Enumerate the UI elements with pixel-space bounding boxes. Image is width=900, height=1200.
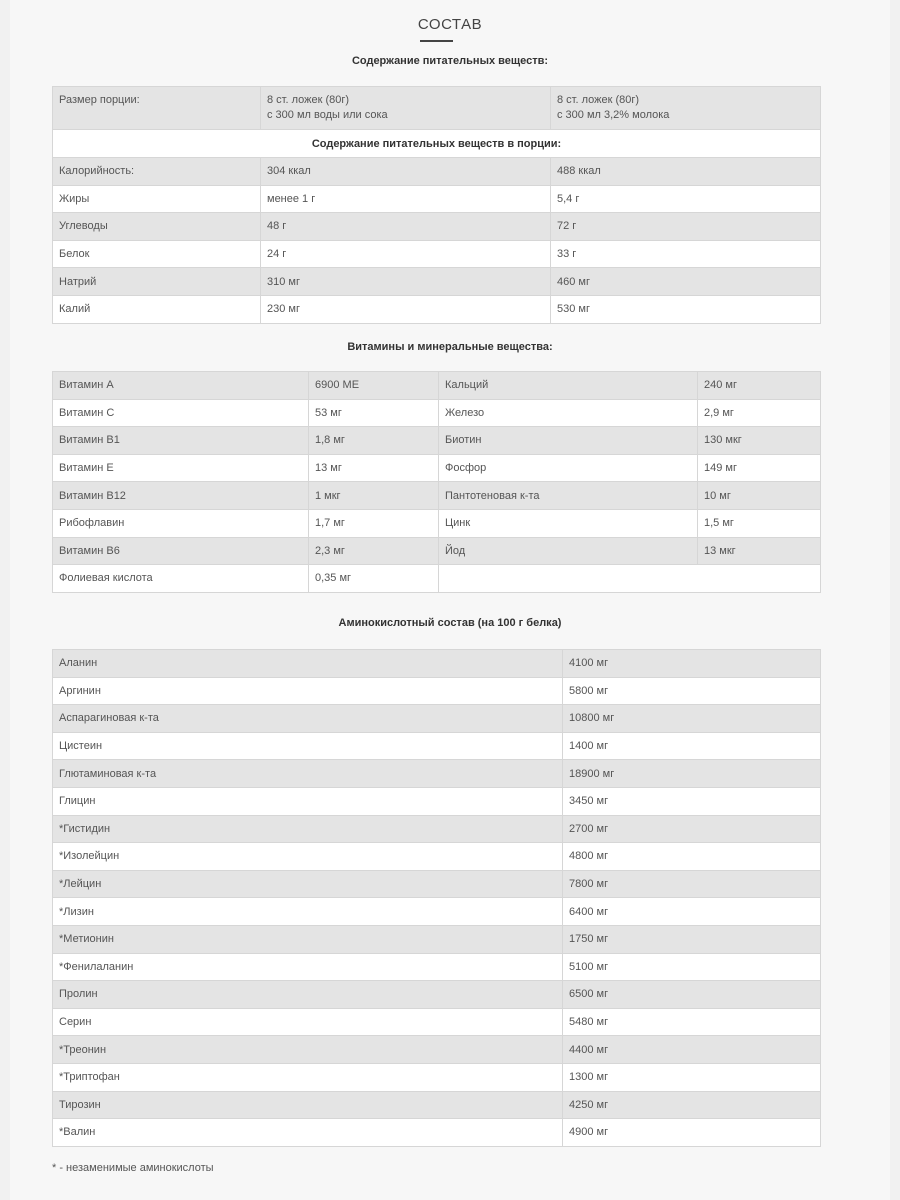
amino-value: 5100 мг <box>563 953 821 981</box>
vitamin-value: 1,8 мг <box>309 427 439 455</box>
table-row <box>53 1119 821 1147</box>
amino-name: Аргинин <box>53 677 563 705</box>
amino-name: *Фенилаланин <box>53 953 563 981</box>
vitamin-value: 1 мкг <box>309 482 439 510</box>
serving-milk-cell <box>551 87 821 130</box>
mineral-value: 1,5 мг <box>698 509 821 537</box>
amino-value: 4400 мг <box>563 1036 821 1064</box>
amino-value: 10800 мг <box>563 705 821 733</box>
table-row <box>53 898 821 926</box>
amino-value: 5800 мг <box>563 677 821 705</box>
empty-cell <box>439 565 821 593</box>
nutrient-water-value: 48 г <box>261 213 551 241</box>
table-row <box>53 482 821 510</box>
table-row <box>53 760 821 788</box>
amino-name: Глицин <box>53 787 563 815</box>
mineral-value: 10 мг <box>698 482 821 510</box>
table-row <box>53 399 821 427</box>
table-row <box>53 240 821 268</box>
amino-name: Тирозин <box>53 1091 563 1119</box>
amino-value: 6400 мг <box>563 898 821 926</box>
vitamins-table <box>52 371 821 593</box>
serving-milk-line2: с 300 мл 3,2% молока <box>557 109 670 121</box>
table-row <box>53 268 821 296</box>
mineral-value: 149 мг <box>698 454 821 482</box>
amino-name: *Изолейцин <box>53 843 563 871</box>
table-row <box>53 870 821 898</box>
table-row <box>53 1091 821 1119</box>
mineral-name: Железо <box>439 399 698 427</box>
composition-page <box>10 0 890 1200</box>
mineral-value: 240 мг <box>698 372 821 400</box>
nutrition-subheading: Содержание питательных веществ в порции: <box>53 130 821 158</box>
amino-value: 4800 мг <box>563 843 821 871</box>
vitamin-value: 0,35 мг <box>309 565 439 593</box>
amino-value: 1750 мг <box>563 925 821 953</box>
serving-water-cell <box>261 87 551 130</box>
page-title: СОСТАВ <box>417 16 483 33</box>
table-row <box>53 981 821 1009</box>
mineral-name: Йод <box>439 537 698 565</box>
nutrient-milk-value: 530 мг <box>551 295 821 323</box>
table-row <box>53 565 821 593</box>
amino-name: *Треонин <box>53 1036 563 1064</box>
table-row <box>53 454 821 482</box>
amino-name: *Гистидин <box>53 815 563 843</box>
table-row <box>53 295 821 323</box>
serving-water-line2: с 300 мл воды или сока <box>267 109 388 121</box>
table-row <box>53 650 821 678</box>
vitamin-name: Рибофлавин <box>53 509 309 537</box>
table-row <box>53 213 821 241</box>
table-row <box>53 185 821 213</box>
nutrient-name: Натрий <box>53 268 261 296</box>
nutrition-subhead-row <box>53 130 821 158</box>
amino-name: Глютаминовая к-та <box>53 760 563 788</box>
table-row <box>53 87 821 130</box>
vitamin-name: Витамин В6 <box>53 537 309 565</box>
vitamin-name: Витамин С <box>53 399 309 427</box>
nutrient-milk-value: 5,4 г <box>551 185 821 213</box>
mineral-value: 13 мкг <box>698 537 821 565</box>
nutrient-name: Белок <box>53 240 261 268</box>
amino-value: 2700 мг <box>563 815 821 843</box>
amino-name: *Метионин <box>53 925 563 953</box>
amino-value: 4900 мг <box>563 1119 821 1147</box>
vitamin-name: Фолиевая кислота <box>53 565 309 593</box>
nutrient-water-value: 24 г <box>261 240 551 268</box>
mineral-name: Биотин <box>439 427 698 455</box>
table-row <box>53 787 821 815</box>
nutrition-heading: Содержание питательных веществ: <box>351 55 549 67</box>
serving-label: Размер порции: <box>53 87 261 130</box>
vitamin-value: 1,7 мг <box>309 509 439 537</box>
amino-value: 18900 мг <box>563 760 821 788</box>
amino-name: *Триптофан <box>53 1063 563 1091</box>
nutrient-name: Калорийность: <box>53 158 261 186</box>
mineral-value: 130 мкг <box>698 427 821 455</box>
vitamin-name: Витамин А <box>53 372 309 400</box>
table-row <box>53 1063 821 1091</box>
amino-value: 1400 мг <box>563 732 821 760</box>
nutrient-milk-value: 72 г <box>551 213 821 241</box>
vitamin-name: Витамин В1 <box>53 427 309 455</box>
nutrient-name: Углеводы <box>53 213 261 241</box>
nutrient-water-value: менее 1 г <box>261 185 551 213</box>
amino-name: *Лейцин <box>53 870 563 898</box>
amino-name: Аланин <box>53 650 563 678</box>
amino-name: *Лизин <box>53 898 563 926</box>
table-row <box>53 677 821 705</box>
serving-milk-line1: 8 ст. ложек (80г) <box>557 94 640 106</box>
amino-name: Пролин <box>53 981 563 1009</box>
mineral-name: Кальций <box>439 372 698 400</box>
nutrient-milk-value: 488 ккал <box>551 158 821 186</box>
nutrition-table <box>52 86 821 324</box>
amino-value: 3450 мг <box>563 787 821 815</box>
amino-value: 4250 мг <box>563 1091 821 1119</box>
table-row <box>53 843 821 871</box>
title-underline <box>420 40 453 42</box>
vitamin-value: 6900 МЕ <box>309 372 439 400</box>
nutrient-milk-value: 460 мг <box>551 268 821 296</box>
vitamin-value: 2,3 мг <box>309 537 439 565</box>
nutrient-milk-value: 33 г <box>551 240 821 268</box>
amino-value: 6500 мг <box>563 981 821 1009</box>
vitamins-heading: Витамины и минеральные вещества: <box>347 341 553 353</box>
table-row <box>53 953 821 981</box>
nutrient-water-value: 310 мг <box>261 268 551 296</box>
table-row <box>53 427 821 455</box>
vitamin-value: 13 мг <box>309 454 439 482</box>
footnote: * - незаменимые аминокислоты <box>52 1162 214 1174</box>
amino-name: Аспарагиновая к-та <box>53 705 563 733</box>
vitamin-name: Витамин Е <box>53 454 309 482</box>
amino-value: 5480 мг <box>563 1008 821 1036</box>
table-row <box>53 705 821 733</box>
amino-name: Серин <box>53 1008 563 1036</box>
table-row <box>53 732 821 760</box>
serving-water-line1: 8 ст. ложек (80г) <box>267 94 350 106</box>
nutrient-water-value: 304 ккал <box>261 158 551 186</box>
amino-value: 7800 мг <box>563 870 821 898</box>
vitamin-value: 53 мг <box>309 399 439 427</box>
amino-name: *Валин <box>53 1119 563 1147</box>
amino-name: Цистеин <box>53 732 563 760</box>
mineral-value: 2,9 мг <box>698 399 821 427</box>
amino-value: 4100 мг <box>563 650 821 678</box>
vitamin-name: Витамин В12 <box>53 482 309 510</box>
mineral-name: Цинк <box>439 509 698 537</box>
table-row <box>53 1036 821 1064</box>
nutrient-water-value: 230 мг <box>261 295 551 323</box>
amino-table <box>52 649 821 1147</box>
table-row <box>53 815 821 843</box>
mineral-name: Пантотеновая к-та <box>439 482 698 510</box>
amino-value: 1300 мг <box>563 1063 821 1091</box>
table-row <box>53 509 821 537</box>
amino-heading: Аминокислотный состав (на 100 г белка) <box>338 617 562 629</box>
table-row <box>53 1008 821 1036</box>
table-row <box>53 372 821 400</box>
table-row <box>53 158 821 186</box>
nutrient-name: Калий <box>53 295 261 323</box>
nutrient-name: Жиры <box>53 185 261 213</box>
mineral-name: Фосфор <box>439 454 698 482</box>
table-row <box>53 925 821 953</box>
table-row <box>53 537 821 565</box>
